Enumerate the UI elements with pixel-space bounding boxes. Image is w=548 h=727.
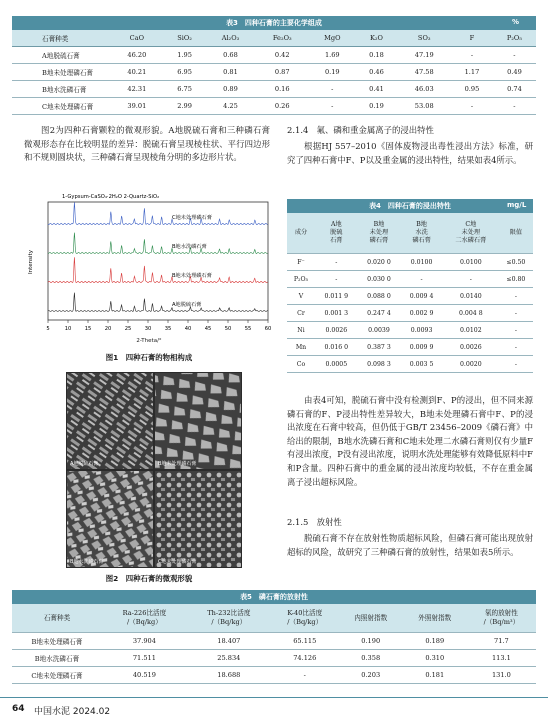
table-cell: - xyxy=(493,47,536,64)
table3-title: 表3 四种石膏的主要化学组成 xyxy=(226,19,322,27)
table-cell: - xyxy=(499,339,533,356)
table3-header: Fe₂O₃ xyxy=(255,30,309,47)
table-row xyxy=(287,305,533,322)
table3-header: CaO xyxy=(110,30,164,47)
table-cell: 0.0020 xyxy=(443,356,499,373)
table-cell: 0.0026 xyxy=(443,339,499,356)
table-cell: B地未处理磷石膏 xyxy=(12,64,110,81)
table-cell: 0.42 xyxy=(255,47,309,64)
table-cell: 0.247 4 xyxy=(358,305,401,322)
table-cell: 71.7 xyxy=(467,633,536,650)
table-cell: 0.95 xyxy=(451,81,493,98)
right-paragraph: 由表4可知，脱硫石膏中没有检测到F、P的浸出，但不同来源磷石膏的F、P浸出特性差异较大，B地未处理磷石膏中F、P的浸出浓度在石膏中较高，但仍低于GB/T 23456–2009《磷石膏》中给出的限制，B地水洗磷石膏和C地未处理二水磷石膏则仅有少量F有浸出浓度，P没有浸出浓度，说明水洗处理能够有效降低原料中F和P含量。四种石膏中的重金属的浸出浓度均较低，不存在重金属离子浸出超标风险。 xyxy=(287,395,533,487)
table3-header-row xyxy=(12,30,536,47)
table5-header-row xyxy=(12,604,536,633)
sem-panel-a xyxy=(67,373,153,469)
table-row xyxy=(12,667,536,684)
sem-label: B地未处理磷石膏 xyxy=(158,461,197,467)
table-cell: 0.011 9 xyxy=(315,288,358,305)
table-cell: 0.0093 xyxy=(400,322,443,339)
xrd-trace-label: B地水洗磷石膏 xyxy=(172,244,207,250)
table-cell: 18.407 xyxy=(187,633,271,650)
table-cell: - xyxy=(499,356,533,373)
table-cell: 0.001 3 xyxy=(315,305,358,322)
table-cell: 0.358 xyxy=(339,650,403,667)
table-cell: 0.009 9 xyxy=(400,339,443,356)
table-cell: 0.19 xyxy=(356,98,398,115)
xrd-xtick-label: 40 xyxy=(184,326,192,332)
sem-panel-b xyxy=(155,373,241,469)
footer-rule xyxy=(0,697,548,698)
table3-header: MgO xyxy=(309,30,356,47)
xrd-xtick-label: 25 xyxy=(124,326,132,332)
table-cell: Ni xyxy=(287,322,315,339)
table-row xyxy=(12,633,536,650)
table-cell: 0.0026 xyxy=(315,322,358,339)
table3-header: SiO₂ xyxy=(164,30,206,47)
table-cell: 0.009 4 xyxy=(400,288,443,305)
table4-header: A地 脱硫 石膏 xyxy=(315,213,358,254)
table-cell: - xyxy=(400,271,443,288)
table3-header: P₂O₅ xyxy=(493,30,536,47)
table-cell: 0.310 xyxy=(403,650,467,667)
xrd-xtick-label: 50 xyxy=(224,326,232,332)
table-cell: 0.49 xyxy=(493,64,536,81)
xrd-xtick-label: 55 xyxy=(244,326,252,332)
table-row xyxy=(287,322,533,339)
table-cell: 1.69 xyxy=(309,47,356,64)
table5-header: K-40比活度 /（Bq/kg） xyxy=(271,604,339,633)
table-cell: P₂O₅ xyxy=(287,271,315,288)
table-row xyxy=(287,288,533,305)
table4-header: B地 未处理 磷石膏 xyxy=(358,213,401,254)
table-cell: 0.16 xyxy=(255,81,309,98)
table3-header: F xyxy=(451,30,493,47)
table3-header: Al₂O₃ xyxy=(205,30,255,47)
table-cell: - xyxy=(493,98,536,115)
table-cell: - xyxy=(309,98,356,115)
table-row xyxy=(12,47,536,64)
table-cell: 53.08 xyxy=(397,98,451,115)
xrd-xlabel: 2-Theta/° xyxy=(136,338,162,344)
table-cell: 0.030 0 xyxy=(358,271,401,288)
table-cell: 74.126 xyxy=(271,650,339,667)
table-cell: 0.190 xyxy=(339,633,403,650)
table-cell: - xyxy=(451,47,493,64)
section-2-1-5-heading: 2.1.5 放射性 xyxy=(287,517,342,527)
table-cell: - xyxy=(499,288,533,305)
table-row xyxy=(12,650,536,667)
table-cell: 0.41 xyxy=(356,81,398,98)
table5-header: 内照射指数 xyxy=(339,604,403,633)
sem-label: B地水洗磷石膏 xyxy=(70,559,104,565)
table-cell: Mn xyxy=(287,339,315,356)
table-cell: - xyxy=(499,305,533,322)
xrd-trace-label: A地脱硫石膏 xyxy=(172,302,202,308)
table-cell: - xyxy=(499,322,533,339)
table4-unit: mg/L xyxy=(507,201,527,209)
table-cell: 0.189 xyxy=(403,633,467,650)
table-cell: C地未处理磷石膏 xyxy=(12,98,110,115)
table4-header: 成分 xyxy=(287,213,315,254)
table5-title: 表5 磷石膏的放射性 xyxy=(240,593,308,601)
table-cell: 42.31 xyxy=(110,81,164,98)
table-cell: 4.25 xyxy=(205,98,255,115)
figure2-caption: 图2 四种石膏的微观形貌 xyxy=(105,574,193,583)
table-cell: B地水洗磷石膏 xyxy=(12,81,110,98)
table5-header: 外照射指数 xyxy=(403,604,467,633)
table-cell: 0.181 xyxy=(403,667,467,684)
table-cell: 0.18 xyxy=(356,47,398,64)
table-cell: 0.19 xyxy=(309,64,356,81)
table-row xyxy=(287,356,533,373)
sem-label: C地未处理磷石膏 xyxy=(158,559,197,565)
table-cell: 39.01 xyxy=(110,98,164,115)
table-cell: 0.203 xyxy=(339,667,403,684)
left-paragraph: 图2为四种石膏颗粒的微观形貌。A地脱硫石膏和三种磷石膏微观形态存在比较明显的差异：脱硫石膏呈现棱柱状、平行四边形和不规则圆块状，三种磷石膏呈现棱角分明的多边形片状。 xyxy=(24,125,270,163)
xrd-trace-label: C地未处理磷石膏 xyxy=(172,215,212,221)
xrd-ylabel: Intensity xyxy=(28,250,34,274)
xrd-plot xyxy=(22,190,276,340)
table-cell: Cr xyxy=(287,305,315,322)
table-cell: 0.0005 xyxy=(315,356,358,373)
table3-header: K₂O xyxy=(356,30,398,47)
xrd-xtick-label: 45 xyxy=(204,326,212,332)
table-cell: 0.0100 xyxy=(443,254,499,271)
table-cell: 0.004 8 xyxy=(443,305,499,322)
xrd-trace xyxy=(48,293,268,312)
table-row xyxy=(12,98,536,115)
table3-unit: % xyxy=(512,18,520,26)
table-cell: 40.519 xyxy=(102,667,187,684)
table-cell: Co xyxy=(287,356,315,373)
table-cell: 0.87 xyxy=(255,64,309,81)
table-cell: F⁻ xyxy=(287,254,315,271)
sem-image xyxy=(66,372,242,568)
xrd-xtick-label: 35 xyxy=(164,326,172,332)
table-cell: 65.115 xyxy=(271,633,339,650)
table3 xyxy=(12,30,536,115)
table-row xyxy=(287,339,533,356)
xrd-trace xyxy=(48,233,268,254)
xrd-xtick-label: 30 xyxy=(144,326,152,332)
xrd-trace xyxy=(48,257,268,282)
table-cell: 0.088 0 xyxy=(358,288,401,305)
figure1-caption: 图1 四种石膏的物相构成 xyxy=(105,353,193,362)
xrd-figure xyxy=(22,190,276,362)
xrd-xtick-label: 5 xyxy=(46,326,50,332)
table3-header: 石膏种类 xyxy=(12,30,110,47)
table5-header: Ra-226比活度 /（Bq/kg） xyxy=(102,604,187,633)
table-cell: 46.03 xyxy=(397,81,451,98)
table-cell: 0.0102 xyxy=(443,322,499,339)
xrd-xtick-label: 20 xyxy=(104,326,112,332)
table4-title: 表4 四种石膏的浸出特性 xyxy=(369,202,451,210)
table-cell: - xyxy=(309,81,356,98)
table-cell: 131.0 xyxy=(467,667,536,684)
section-2-1-4-heading: 2.1.4 氟、磷和重金属离子的浸出特性 xyxy=(287,125,434,135)
table-cell: 0.003 5 xyxy=(400,356,443,373)
table4-header: B地 水洗 磷石膏 xyxy=(400,213,443,254)
table-cell: 46.20 xyxy=(110,47,164,64)
table-cell: 0.098 3 xyxy=(358,356,401,373)
table-row xyxy=(287,254,533,271)
section-2-1-5-paragraph: 脱硫石膏不存在放射性物质超标风险，但磷石膏可能出现放射超标的风险，故研究了三种磷石膏的放射性，结果如表5所示。 xyxy=(287,533,533,557)
table-cell: 1.95 xyxy=(164,47,206,64)
xrd-xtick-label: 15 xyxy=(84,326,92,332)
xrd-frame xyxy=(48,202,268,320)
table-cell: 0.387 3 xyxy=(358,339,401,356)
journal-name: 中国水泥 2024.02 xyxy=(34,707,111,717)
table-cell: 0.020 0 xyxy=(358,254,401,271)
table-cell: 0.46 xyxy=(356,64,398,81)
table-row xyxy=(12,81,536,98)
table3-header: SO₃ xyxy=(397,30,451,47)
table-cell: 0.74 xyxy=(493,81,536,98)
xrd-trace-label: B地未处理磷石膏 xyxy=(172,273,212,279)
table-cell: ≤0.50 xyxy=(499,254,533,271)
table-cell: B地未处理磷石膏 xyxy=(12,633,102,650)
table-cell: 47.58 xyxy=(397,64,451,81)
table-cell: 0.26 xyxy=(255,98,309,115)
table-cell: - xyxy=(315,271,358,288)
table-cell: 1.17 xyxy=(451,64,493,81)
table-cell: 6.75 xyxy=(164,81,206,98)
table-cell: 71.511 xyxy=(102,650,187,667)
sem-panel-d xyxy=(155,471,241,567)
table5-header: 氡的放射性 /（Bq/m³） xyxy=(467,604,536,633)
xrd-xtick-label: 60 xyxy=(264,326,272,332)
table5-header: Th-232比活度 /（Bq/kg） xyxy=(187,604,271,633)
table-cell: 25.834 xyxy=(187,650,271,667)
table4-header: C地 未处理 二水磷石膏 xyxy=(443,213,499,254)
table5-header: 石膏种类 xyxy=(12,604,102,633)
table-cell: A地脱硫石膏 xyxy=(12,47,110,64)
table-cell: - xyxy=(271,667,339,684)
table-cell: - xyxy=(451,98,493,115)
table-cell: 0.68 xyxy=(205,47,255,64)
table4-header-row xyxy=(287,213,533,254)
table-cell: 0.0140 xyxy=(443,288,499,305)
xrd-xtick-label: 10 xyxy=(64,326,72,332)
table-cell: 113.1 xyxy=(467,650,536,667)
sem-label: A地脱硫石膏 xyxy=(70,461,99,467)
section-2-1-4-paragraph: 根据HJ 557–2010《固体废物浸出毒性浸出方法》标准，研究了四种石膏中F、P以及重金属的浸出特性，结果如表4所示。 xyxy=(287,141,533,165)
table-cell: - xyxy=(315,254,358,271)
table-cell: 18.688 xyxy=(187,667,271,684)
table5 xyxy=(12,604,536,684)
table-cell: 47.19 xyxy=(397,47,451,64)
table-cell: 6.95 xyxy=(164,64,206,81)
page-number: 64 xyxy=(12,704,25,714)
table-row xyxy=(287,271,533,288)
table-cell: 0.81 xyxy=(205,64,255,81)
table-cell: 0.89 xyxy=(205,81,255,98)
table-cell: 0.0039 xyxy=(358,322,401,339)
sem-texture xyxy=(66,372,242,568)
table-cell: B地水洗磷石膏 xyxy=(12,650,102,667)
xrd-trace xyxy=(48,202,268,224)
table-cell: 40.21 xyxy=(110,64,164,81)
sem-panel-c xyxy=(67,471,153,567)
table-cell: V xyxy=(287,288,315,305)
table-cell: 0.016 0 xyxy=(315,339,358,356)
table4-header: 限值 xyxy=(499,213,533,254)
table-cell: - xyxy=(443,271,499,288)
table-cell: C地未处理磷石膏 xyxy=(12,667,102,684)
xrd-legend: 1-Gypsum-CaSO₄·2H₂O 2-Quartz-SiO₂ xyxy=(62,194,160,200)
table-cell: 0.0100 xyxy=(400,254,443,271)
table-row xyxy=(12,64,536,81)
table-cell: 37.904 xyxy=(102,633,187,650)
table-cell: ≤0.80 xyxy=(499,271,533,288)
table-cell: 2.99 xyxy=(164,98,206,115)
table-cell: 0.002 9 xyxy=(400,305,443,322)
table4 xyxy=(287,213,533,373)
